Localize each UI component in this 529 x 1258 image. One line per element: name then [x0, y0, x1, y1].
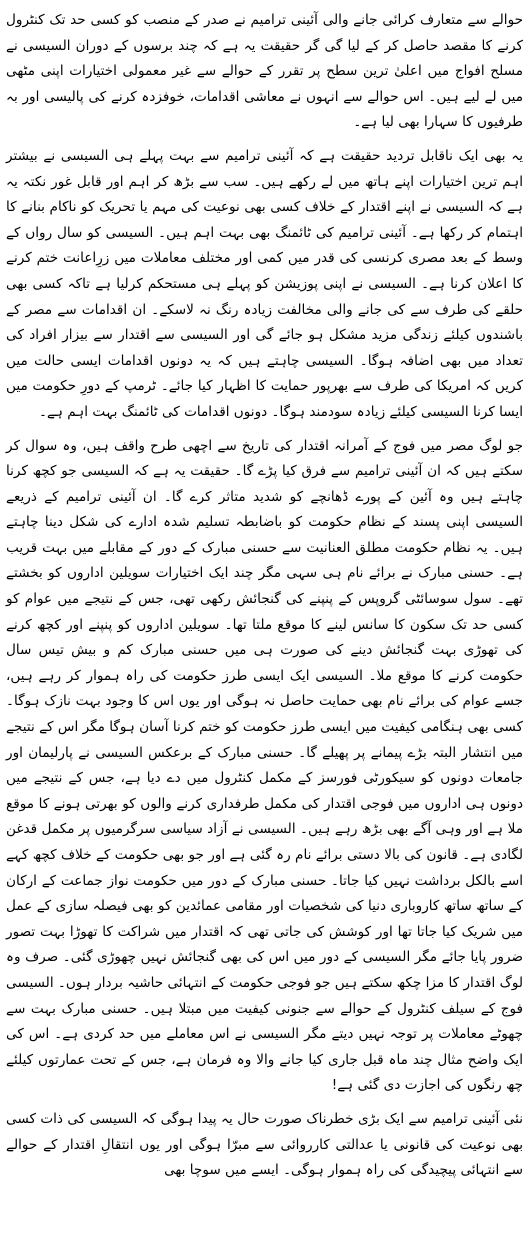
- paragraph-timing-of-amendments: یہ بھی ایک ناقابل تردید حقیقت ہے کہ آئینی ترامیم سے بہت پہلے ہی السیسی نے بیشتر اہم ترین اختیارات اپنے ہاتھ میں لے رکھے ہیں۔ سب سے بڑھ کر اہم اور قابل غور نکتہ یہ ہے کہ السیسی نے اپنے اقتدار کے خلاف کسی بھی نوعیت کی مہم یا تحریک کو ناکام بنانے کا اہتمام کر رکھا ہے۔ آئینی ترامیم کی ٹائمنگ بھی بہت اہم ہیں۔ السیسی کو سال رواں کے وسط کے بعد مصری کرنسی کی قدر میں کمی اور مختلف معاملات میں زرِاعانت ختم کرنے کا اعلان کرنا ہے۔ السیسی نے اپنی پوزیشن کو پہلے ہی مستحکم کرلیا ہے تاکہ کسی بھی حلقے کی طرف سے کی جانے والی مخالفت زیادہ رنگ نہ لاسکے۔ ان اقدامات سے مصر کے باشندوں کیلئے زندگی مزید مشکل ہو جائے گی اور السیسی سے اقتدار سے بیزار افراد کی تعداد میں بھی اضافہ ہوگا۔ السیسی چاہتے ہیں کہ یہ دونوں اقدامات ایسی حالت میں کریں کہ امریکا کی طرف سے بھرپور حمایت کا اظہار کیا جائے۔ ٹرمپ کے دورِ حکومت میں ایسا کرنا السیسی کیلئے زیادہ سودمند ہوگا۔ دونوں اقدامات کی ٹائمنگ بہت اہم ہے۔: [6, 147, 523, 420]
- paragraph-military-rule-history: جو لوگ مصر میں فوج کے آمرانہ اقتدار کی تاریخ سے اچھی طرح واقف ہیں، وہ سوال کر سکتے ہیں کہ ان آئینی ترامیم سے فرق کیا پڑے گا۔ حقیقت یہ ہے کہ السیسی جو کچھ کرنا چاہتے ہیں وہ آئین کے پورے ڈھانچے کو شدید متاثر کرے گا۔ ان آئینی ترامیم کے ذریعے السیسی اپنی پسند کے نظام حکومت کو باضابطہ تسلیم شدہ ادارے کی شکل دینا چاہتے ہیں۔ یہ نظام حکومت مطلق العنانیت سے حسنی مبارک کے دور کے مقابلے میں بہت قریب ہے۔ حسنی مبارک نے برائے نام ہی سہی مگر چند ایک اختیارات سویلین اداروں کو بخشتے تھے۔ سول سوسائٹی گروپس کے پنپنے کی گنجائش رکھی تھی، جس کے نتیجے میں عوام کو کسی حد تک سکون کا سانس لینے کا موقع ملتا تھا۔ سویلین اداروں کو پنپنے اور کچھ کرنے کی تھوڑی بہت گنجائش دینے کی صورت ہی میں حسنی مبارک کم و بیش تیس سال حکومت کرنے کا موقع ملا۔ السیسی ایک ایسی طرز حکومت کی راہ ہموار کر رہے ہیں، جسے عوام کی برائے نام بھی حمایت حاصل نہ ہوگی اور یوں اس کا وجود بہت نازک ہوگا۔ کسی بھی ہنگامی کیفیت میں ایسی طرز حکومت کو ختم کرنا آسان ہوگا مگر اس کے نتیجے میں انتشار البتہ بڑے پیمانے پر پھیلے گا۔ حسنی مبارک کے برعکس السیسی نے پارلیمان اور جامعات دونوں کو سیکورٹی فورسز کے مکمل کنٹرول میں دے دیا ہے، جس کے نتیجے میں دونوں ہی اداروں میں فوجی اقتدار کی مکمل طرفداری کرنے والوں کو بھرتی ہونے کا موقع ملا ہے اور وہی آگے بھی بڑھ رہے ہیں۔ السیسی نے آزاد سیاسی سرگرمیوں پر مکمل قدغن لگادی ہے۔ قانون کی بالا دستی برائے نام رہ گئی ہے اور جو بھی حکومت کے خلاف کچھ کہے اسے بالکل برداشت نہیں کیا جاتا۔ حسنی مبارک کے دور میں حکومت نواز جماعت کے ارکان کے ساتھ ساتھ کاروباری دنیا کی شخصیات اور مقامی عمائدین کو بھی فیصلہ سازی کے عمل میں شریک کیا جاتا تھا اور کوشش کی جاتی تھی کہ اقتدار میں شراکت کا تھوڑا بہت تصور ضرور پایا جائے مگر السیسی کے دور میں اس کی بھی گنجائش نہیں چھوڑی گئی۔ صرف وہ لوگ اقتدار کا مزا چکھ سکتے ہیں جو فوجی حکومت کے انتہائی حاشیہ بردار ہوں۔ السیسی فوج کے سیلف کنٹرول کے حوالے سے جنونی کیفیت میں مبتلا ہیں۔ حسنی مبارک بہت سے چھوٹے معاملات پر توجہ نہیں دیتے مگر السیسی نے اس معاملے میں حد کردی ہے۔ اس کی ایک واضح مثال چند ماہ قبل جاری کیا جانے والا وہ فرمان ہے، جس کے تحت عمارتوں کیلئے چھ رنگوں کی اجازت دی گئی ہے!: [6, 437, 523, 1094]
- article-body: [6, 8, 523, 1184]
- paragraph-transfer-of-power: نئی آئینی ترامیم سے ایک بڑی خطرناک صورت حال یہ پیدا ہوگی کہ السیسی کی ذات کسی بھی نوعیت کی قانونی یا عدالتی کارروائی سے مبرّا ہوگی اور یوں انتقالِ اقتدار کے حوالے سے انتہائی پیچیدگی کی راہ ہموار ہوگی۔ ایسے میں سوچا بھی: [6, 1110, 523, 1179]
- paragraph-constitutional-amendments: حوالے سے متعارف کرائی جانے والی آئینی ترامیم نے صدر کے منصب کو کسی حد تک کنٹرول کرنے کا مقصد حاصل کر کے لیا گی گر حقیقت یہ ہے کہ چند برسوں کے دوران السیسی نے مسلح افواج میں اعلیٰ ترین سطح پر تقرر کے حوالے سے غیر معمولی اختیارات اپنی مٹھی میں لے لیے ہیں۔ اس حوالے سے انہوں نے معاشی اقدامات، خوفزدہ کرنے کی پالیسی اور بہ طرفیوں کا سہارا بھی لیا ہے۔: [6, 12, 523, 131]
